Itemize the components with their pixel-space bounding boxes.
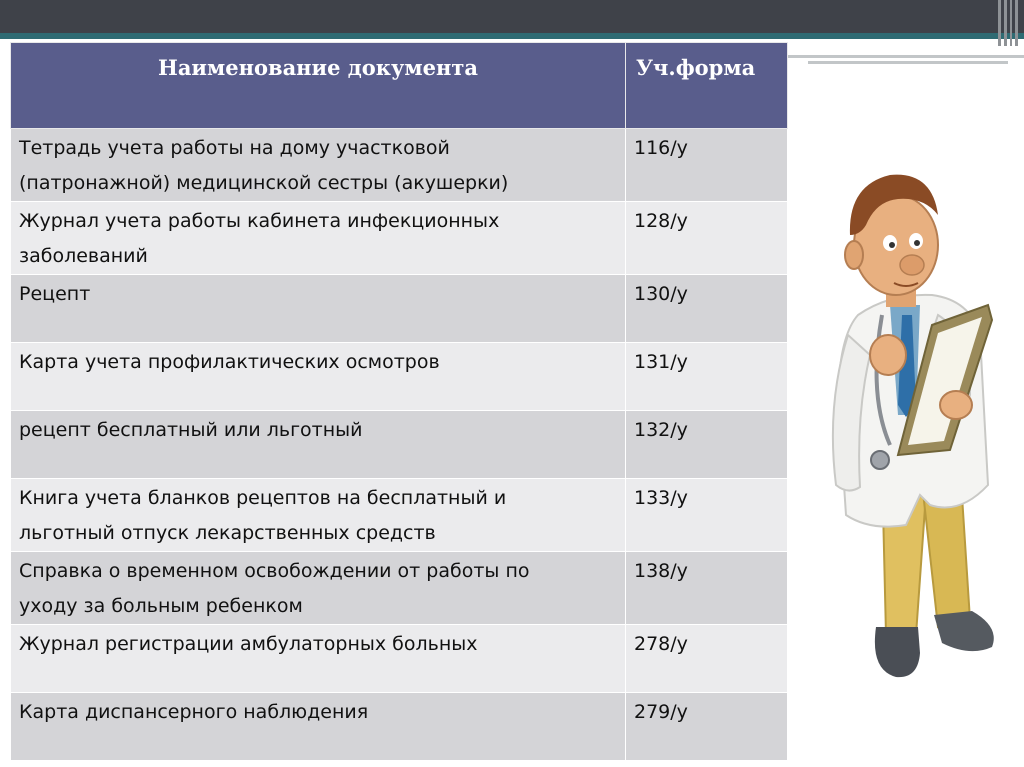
- document-name-cell: [11, 275, 626, 343]
- form-code-cell: 138/у: [626, 552, 788, 625]
- document-name-cell: [11, 202, 626, 275]
- form-code-cell: 278/у: [626, 625, 788, 693]
- table-row: [11, 625, 788, 693]
- document-name-line: заболеваний: [19, 245, 148, 267]
- doctor-with-clipboard-icon: [820, 165, 1020, 695]
- header-document-name: Наименование документа: [11, 43, 626, 129]
- document-name-line: Журнал регистрации амбулаторных больных: [19, 633, 478, 655]
- document-name-cell: [11, 552, 626, 625]
- document-name-line: Книга учета бланков рецептов на бесплатный и: [19, 487, 507, 509]
- table-row: [11, 411, 788, 479]
- table-row: [11, 479, 788, 552]
- header-form: Уч.форма: [626, 43, 788, 129]
- document-name-line: рецепт бесплатный или льготный: [19, 419, 363, 441]
- document-name-line: уходу за больным ребенком: [19, 595, 303, 617]
- form-code-cell: 130/у: [626, 275, 788, 343]
- document-name-line: Тетрадь учета работы на дому участковой: [19, 137, 450, 159]
- decorative-vertical-stripes: [998, 0, 1018, 46]
- slide-top-bar: [0, 0, 1024, 33]
- document-name-cell: [11, 479, 626, 552]
- table-row: [11, 275, 788, 343]
- form-code-cell: 133/у: [626, 479, 788, 552]
- table-row: [11, 129, 788, 202]
- form-code-cell: 132/у: [626, 411, 788, 479]
- form-code-cell: 128/у: [626, 202, 788, 275]
- document-name-line: льготный отпуск лекарственных средств: [19, 522, 436, 544]
- table-row: [11, 202, 788, 275]
- document-name-line: (патронажной) медицинской сестры (акушерки): [19, 172, 509, 194]
- document-name-line: Рецепт: [19, 283, 91, 305]
- decorative-horizontal-stripes: [788, 55, 1024, 67]
- document-name-line: Карта диспансерного наблюдения: [19, 701, 369, 723]
- document-name-cell: [11, 411, 626, 479]
- table-row: [11, 343, 788, 411]
- document-name-cell: [11, 129, 626, 202]
- table-row: [11, 552, 788, 625]
- document-name-cell: [11, 693, 626, 761]
- table-header-row: [11, 43, 788, 129]
- slide-top-accent: [0, 33, 1024, 39]
- table-row: [11, 693, 788, 761]
- form-code-cell: 279/у: [626, 693, 788, 761]
- form-code-cell: 131/у: [626, 343, 788, 411]
- document-name-line: Карта учета профилактических осмотров: [19, 351, 440, 373]
- document-name-line: Журнал учета работы кабинета инфекционных: [19, 210, 500, 232]
- document-name-line: Справка о временном освобождении от работы по: [19, 560, 530, 582]
- form-code-cell: 116/у: [626, 129, 788, 202]
- documents-table: [10, 42, 788, 761]
- document-name-cell: [11, 343, 626, 411]
- document-name-cell: [11, 625, 626, 693]
